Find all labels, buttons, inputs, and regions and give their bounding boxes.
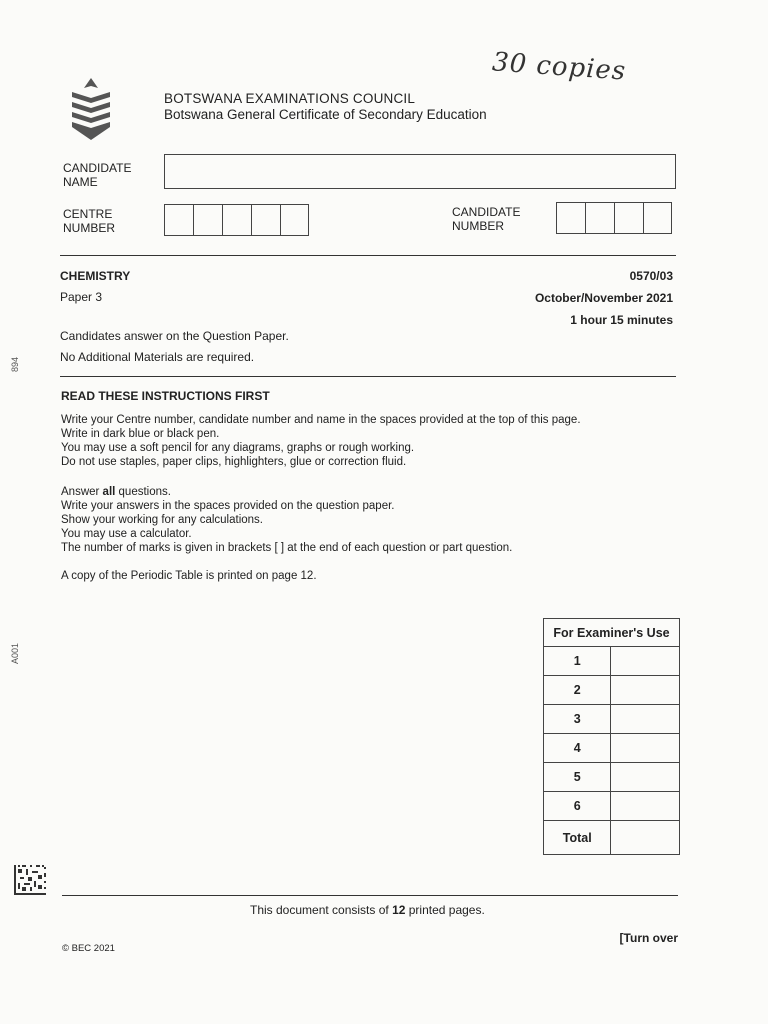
- instruction-line: Write your answers in the spaces provided on the question paper.: [61, 500, 395, 512]
- page-count-note: This document consists of 12 printed pages.: [250, 903, 485, 917]
- council-name: BOTSWANA EXAMINATIONS COUNCIL: [164, 91, 416, 106]
- datamatrix-code: [14, 865, 46, 895]
- subject: CHEMISTRY: [60, 269, 131, 283]
- candidate-name-field[interactable]: [164, 154, 676, 189]
- materials-note: No Additional Materials are required.: [60, 350, 255, 364]
- mark-cell: [611, 792, 680, 821]
- instructions-block-1: [61, 413, 581, 469]
- divider-top: [60, 255, 676, 256]
- instruction-line: Write your Centre number, candidate number and name in the spaces provided at the top of this page.: [61, 414, 581, 426]
- instructions-heading: READ THESE INSTRUCTIONS FIRST: [61, 389, 270, 403]
- instruction-line: The number of marks is given in brackets [ ] at the end of each question or part question.: [61, 542, 513, 554]
- exam-session: October/November 2021: [534, 291, 673, 305]
- mark-cell: [611, 705, 680, 734]
- candidate-name-label: CANDIDATE NAME: [63, 161, 132, 189]
- examiner-table-title: For Examiner's Use: [544, 619, 680, 647]
- centre-number-field[interactable]: [164, 204, 309, 236]
- instruction-line: Show your working for any calculations.: [61, 514, 263, 526]
- answer-note: Candidates answer on the Question Paper.: [60, 329, 289, 343]
- margin-code-top: 894: [10, 356, 20, 372]
- handwritten-note: 30 copies: [491, 47, 628, 87]
- question-number: 3: [544, 705, 611, 734]
- divider-middle: [60, 376, 676, 377]
- mark-cell: [611, 647, 680, 676]
- question-number: 4: [544, 734, 611, 763]
- instructions-block-2: [61, 485, 512, 555]
- question-number: 1: [544, 647, 611, 676]
- question-number: 5: [544, 763, 611, 792]
- certificate-title: Botswana General Certificate of Secondary Education: [164, 107, 487, 122]
- total-mark-cell: [611, 821, 680, 855]
- question-number: 6: [544, 792, 611, 821]
- examiner-use-table: [543, 618, 680, 855]
- mark-cell: [611, 676, 680, 705]
- syllabus-code: 0570/03: [629, 269, 673, 283]
- instruction-line: Answer all questions.: [61, 486, 171, 498]
- question-number: 2: [544, 676, 611, 705]
- candidate-number-label: CANDIDATE NUMBER: [452, 205, 521, 233]
- instruction-line: You may use a soft pencil for any diagrams, graphs or rough working.: [61, 442, 415, 454]
- instruction-line: Write in dark blue or black pen.: [61, 428, 220, 440]
- exam-duration: 1 hour 15 minutes: [570, 313, 673, 327]
- mark-cell: [611, 763, 680, 792]
- divider-bottom: [62, 895, 678, 896]
- instruction-line: Do not use staples, paper clips, highlighters, glue or correction fluid.: [61, 456, 407, 468]
- periodic-table-note: A copy of the Periodic Table is printed on page 12.: [61, 570, 317, 582]
- margin-code-middle: A001: [10, 642, 20, 664]
- bec-logo: [66, 78, 116, 140]
- paper-number: Paper 3: [60, 290, 103, 304]
- mark-cell: [611, 734, 680, 763]
- instruction-line: You may use a calculator.: [61, 528, 192, 540]
- total-label: Total: [544, 821, 611, 855]
- centre-number-label: CENTRE NUMBER: [63, 207, 116, 235]
- turn-over: [Turn over: [619, 931, 678, 945]
- candidate-number-field[interactable]: [556, 202, 672, 234]
- copyright: © BEC 2021: [62, 943, 115, 954]
